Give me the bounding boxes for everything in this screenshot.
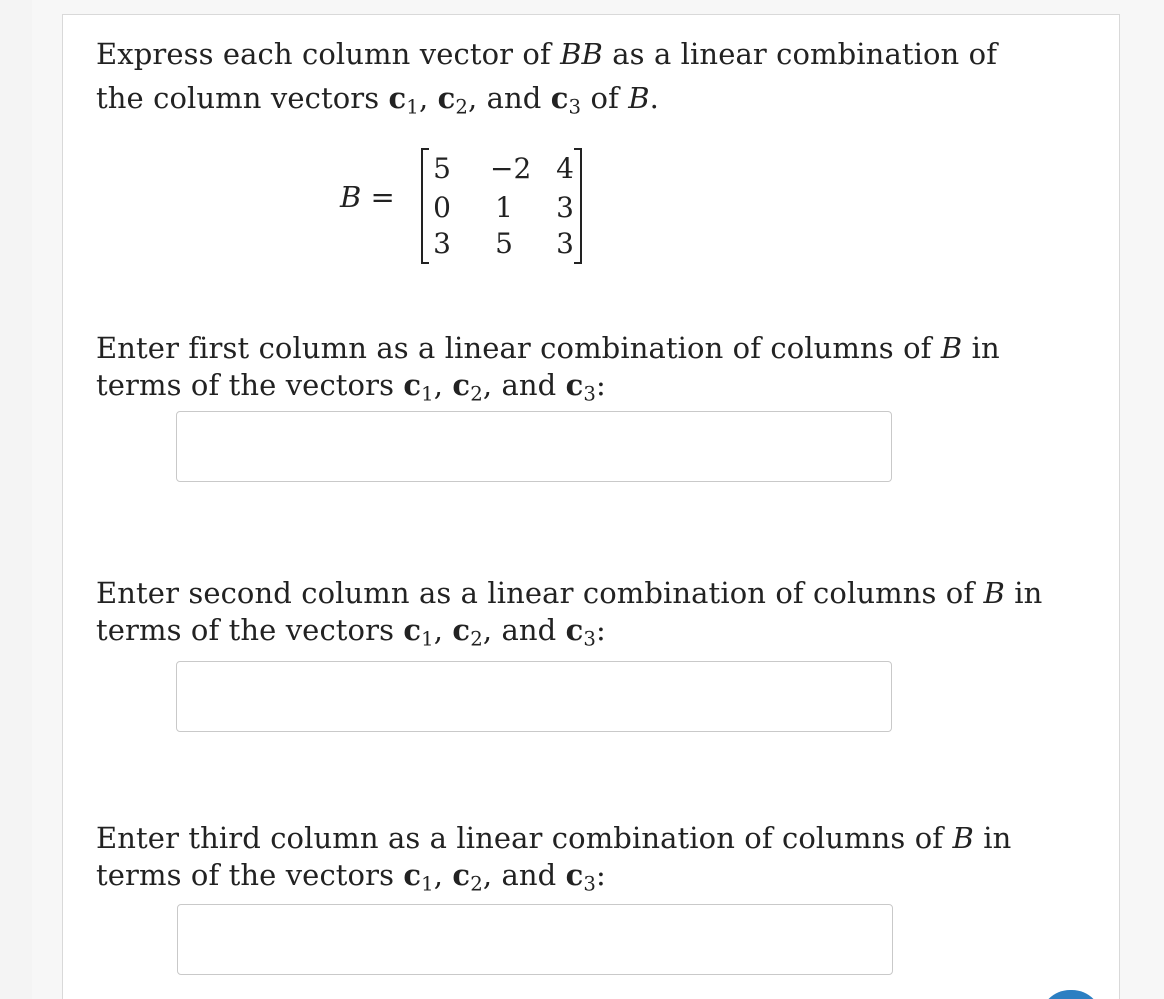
prompt-second-line2: terms of the vectors $c_1$, $c_2$, and $c_3$: xyxy=(96,613,606,651)
prompt-second-line1: Enter second column as a linear combination of columns of B in xyxy=(96,576,1043,610)
prompt-third-line2: terms of the vectors $c_1$, $c_2$, and $c_3$: xyxy=(96,858,606,896)
matrix-label: B = xyxy=(340,180,395,214)
matrix-cell: 3 xyxy=(556,227,574,260)
prompt-first-line2: terms of the vectors $c_1$, $c_2$, and $c_3$: xyxy=(96,368,606,406)
matrix-cell: 5 xyxy=(433,152,451,185)
matrix-cell: 5 xyxy=(495,227,513,260)
matrix-cell: 4 xyxy=(556,152,574,185)
prompt-third-line1: Enter third column as a linear combination of columns of B in xyxy=(96,821,1012,855)
matrix-cell: 0 xyxy=(433,191,451,224)
second-column-answer-input[interactable] xyxy=(176,661,892,732)
question-intro-line2: the column vectors $c_1$, $c_2$, and $c_3$ of B. xyxy=(96,81,659,119)
matrix-cell: −2 xyxy=(490,152,532,185)
prompt-first-line1: Enter first column as a linear combination of columns of B in xyxy=(96,331,1000,365)
third-column-answer-input[interactable] xyxy=(177,904,893,975)
first-column-answer-input[interactable] xyxy=(176,411,892,482)
left-gutter xyxy=(0,0,32,999)
matrix-cell: 1 xyxy=(495,191,513,224)
matrix-cell: 3 xyxy=(433,227,451,260)
matrix-cell: 3 xyxy=(556,191,574,224)
question-intro-line1: Express each column vector of BB as a linear combination of xyxy=(96,37,998,71)
